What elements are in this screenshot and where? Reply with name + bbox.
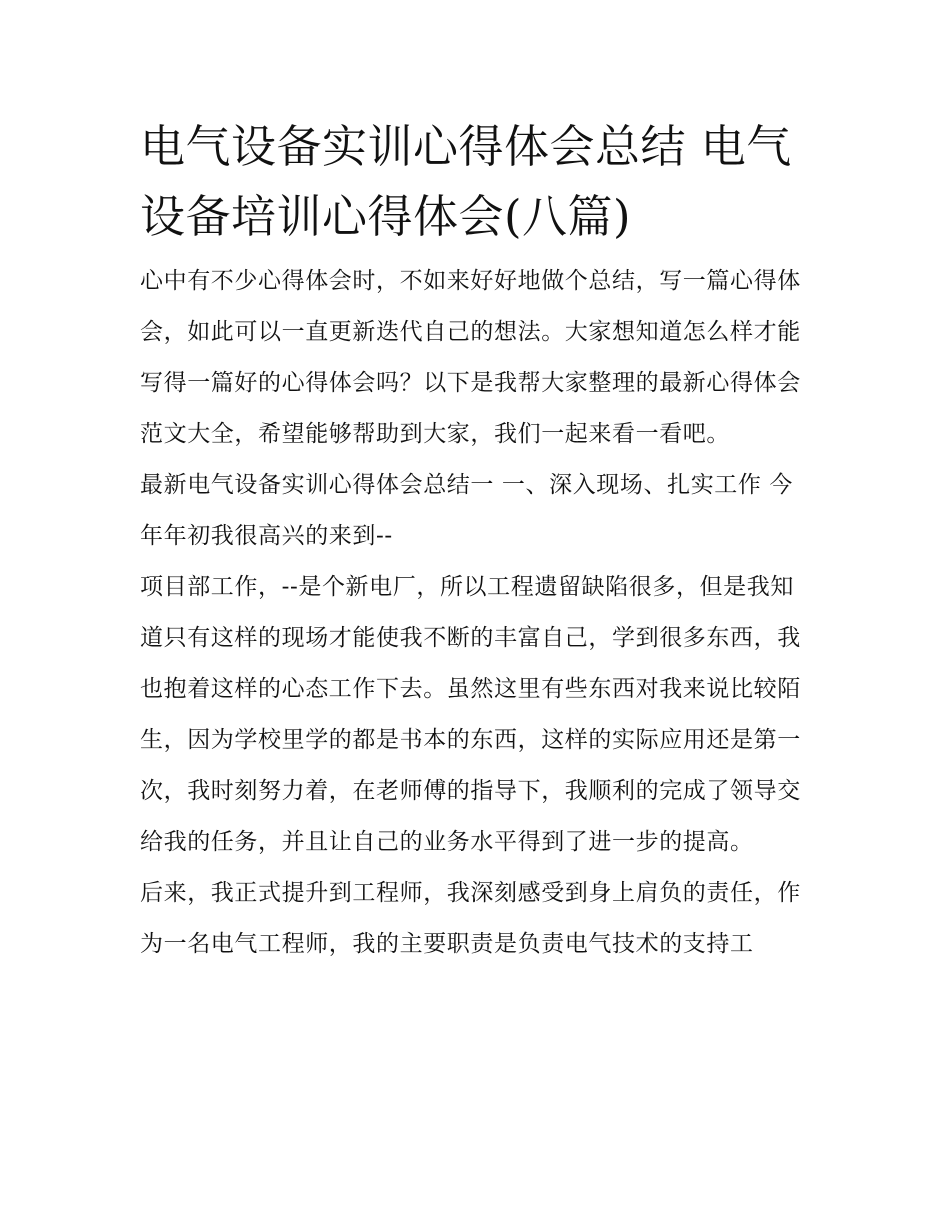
body-paragraph: 后来，我正式提升到工程师，我深刻感受到身上肩负的责任，作为一名电气工程师，我的主要职责是负责电气技术的支持工 bbox=[140, 880, 801, 957]
intro-paragraph: 心中有不少心得体会时，不如来好好地做个总结，写一篇心得体会，如此可以一直更新迭代自己的想法。大家想知道怎么样才能写得一篇好的心得体会吗？以下是我帮大家整理的最新心得体会范文大全，希望能够帮助到大家，我们一起来看一看吧。 bbox=[140, 268, 801, 447]
section-heading-paragraph: 最新电气设备实训心得体会总结一 一、深入现场、扎实工作 今年年初我很高兴的来到-- bbox=[140, 472, 794, 549]
body-paragraph: 项目部工作，--是个新电厂，所以工程遗留缺陷很多，但是我知道只有这样的现场才能使我不断的丰富自己，学到很多东西，我也抱着这样的心态工作下去。虽然这里有些东西对我来说比较陌生，因为学校里学的都是书本的东西，这样的实际应用还是第一次，我时刻努力着，在老师傅的指导下，我顺利的完成了领导交给我的任务，并且让自己的业务水平得到了进一步的提高。 bbox=[140, 574, 801, 855]
document-title: 电气设备实训心得体会总结 电气设备培训心得体会(八篇) bbox=[140, 120, 792, 243]
document-body bbox=[140, 112, 816, 970]
